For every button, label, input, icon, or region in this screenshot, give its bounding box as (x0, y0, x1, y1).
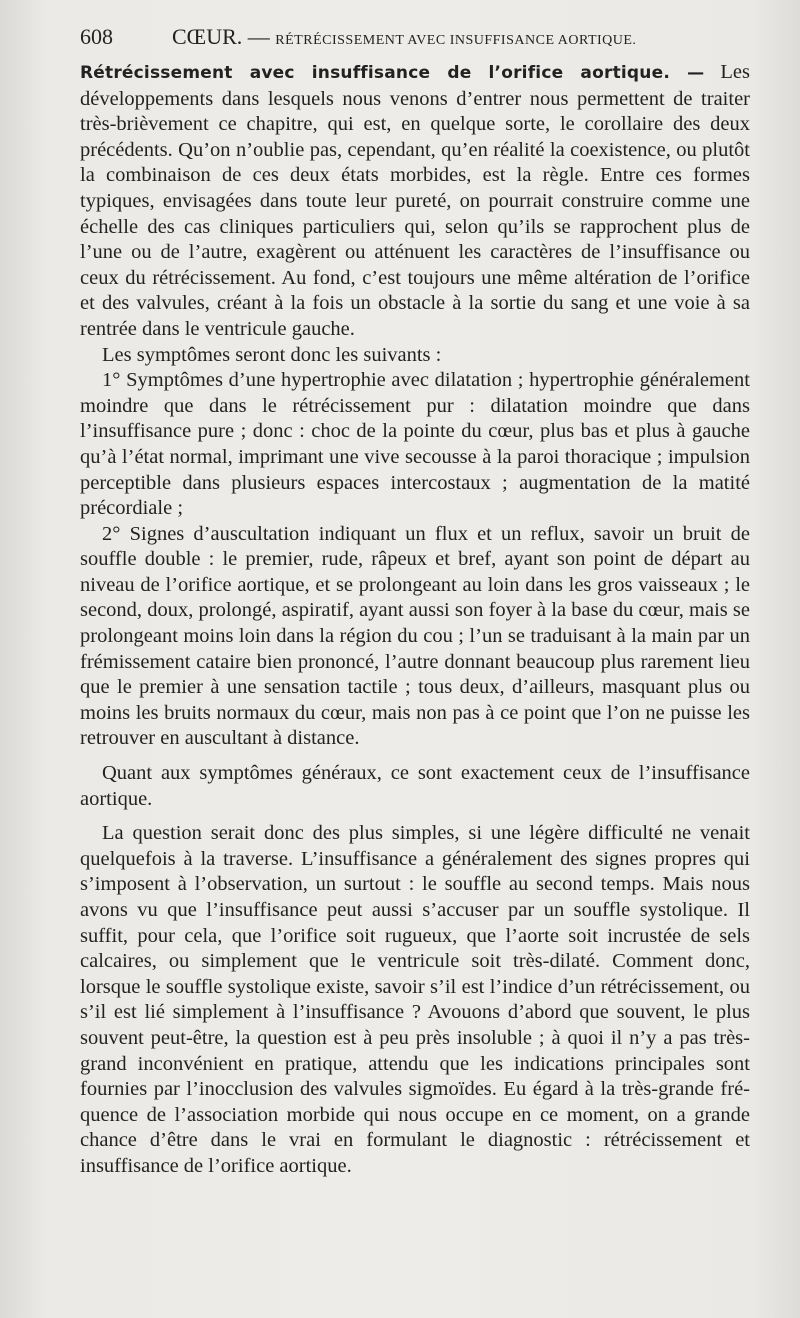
paragraph-general-symptoms: Quant aux symptômes généraux, ce sont exactement ceux de l’insuffisance aortique. (80, 762, 750, 810)
paragraph-symptoms-intro: Les symptômes seront donc les suivants : (102, 343, 442, 366)
running-header (80, 24, 760, 56)
paragraph-intro (80, 60, 750, 343)
paragraph-symptom-2: 2° Signes d’auscultation indiquant un flux et un reflux, savoir un bruit de souffle double : le premier, rude, râpeux et bref, ayant son point de départ au niveau de l’orifice aortique, et se prolongeant au loin dans les gros vaisseaux ; le second, doux, prolongé, aspiratif, ayant aussi son foyer à la base du cœur, mais se prolongeant moins loin dans la région du cou ; l’un se traduisant à la main par un frémissement cataire bien prononcé, l’autre donnant beaucoup plus rarement lieu que le premier à une sensation tactile ; tous deux, d’ailleurs, masquant plus ou moins les bruits normaux du cœur, mais non pas à ce point que l’on ne puisse les retrouver en auscultant à distance. (80, 522, 750, 750)
title-separator: — (247, 24, 270, 49)
body-text (80, 60, 750, 1180)
paragraph-diagnosis: La question serait donc des plus simples, si une légère difficulté ne venait quelquefois à la traverse. L’insuffisance a généralement des signes propres qui s’imposent à l’observation, un surtout : le souffle au second temps. Mais nous avons vu que l’insuffisance peut aussi s’accuser par un souffle systolique. Il suffit, pour cela, que l’orifice soit rugueux, que l’aorte soit incrustée de sels calcaires, ou simplement que le ventricule soit très-dilaté. Comment donc, lorsque le souffle systolique existe, savoir s’il est l’indice d’un rétrécissement, ou s’il est lié simplement à l’insuffisance ? Avouons d’abord que souvent, le plus souvent peut-être, la question est à peu près insoluble ; à quoi il n’y a pas très-grand inconvénient en pratique, attendu que les indications principales sont fournies par l’inocclusion des valvules sigmoïdes. Eu égard à la très-grande fréquence de l’association morbide qui nous occupe en ce moment, on a grande chance d’être dans le vrai en formulant le diagnostic : rétrécissement et insuffisance de l’orifice aortique. (80, 822, 750, 1177)
chapter-title: CŒUR. (172, 24, 243, 49)
section-heading: Rétrécissement avec insuffisance de l’orifice aortique. — (80, 63, 705, 83)
paragraph-text: Les développements dans lesquels nous venons d’entrer nous permettent de traiter très-brièvement ce chapitre, qui est, en quelque sorte, le corollaire des deux précédents. Qu’on n’oublie pas, cependant, qu’en réalité la coexistence, ou plutôt la combinaison de ces deux états morbides, est la règle. Entre ces formes typiques, envisagées dans toute leur pureté, on pourrait construire comme une échelle des cas cliniques particuliers qui, selon qu’ils se rapprochent plus de l’une ou de l’autre, exagèrent ou atténuent les caractères de l’insuffisance ou ceux du rétrécissement. Au fond, c’est toujours une même altération de l’orifice et des valvules, créant à la fois un obstacle à la sortie du sang et une voie à sa rentrée dans le ventricule gauche. (80, 61, 750, 340)
section-subtitle: RÉTRÉCISSEMENT AVEC INSUFFISANCE AORTIQUE. (275, 33, 637, 48)
page-number: 608 (80, 24, 113, 49)
paragraph-symptom-1: 1° Symptômes d’une hypertrophie avec dilatation ; hypertrophie généralement moindre que dans le rétrécissement pur : dilatation moindre que dans l’insuffisance pure ; donc : choc de la pointe du cœur, plus bas et plus à gauche qu’à l’état normal, imprimant une vive secousse à la paroi thoracique ; impulsion perceptible dans plusieurs espaces intercostaux ; augmentation de la matité précordiale ; (80, 369, 750, 520)
running-title (172, 24, 636, 50)
